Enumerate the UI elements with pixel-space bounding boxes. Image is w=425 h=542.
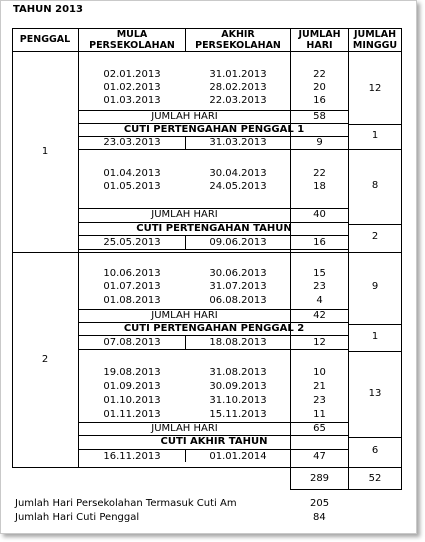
header-jumlah-minggu-line1: JUMLAH bbox=[353, 29, 397, 40]
cuti-minggu: 1 bbox=[371, 130, 379, 141]
hari-value: 4 bbox=[316, 295, 323, 306]
cuti-akhir: 01.01.2014 bbox=[209, 451, 267, 462]
mula-date: 01.02.2013 bbox=[103, 82, 161, 93]
akhir-date: 28.02.2013 bbox=[209, 82, 267, 93]
akhir-date: 30.06.2013 bbox=[209, 268, 267, 279]
cuti-minggu: 6 bbox=[371, 445, 379, 456]
header-mula-line1: MULA bbox=[116, 29, 148, 40]
cuti-akhir: 31.03.2013 bbox=[209, 137, 267, 148]
cuti-hari: 9 bbox=[316, 137, 323, 148]
minggu-value: 9 bbox=[371, 281, 379, 292]
hari-value: 15 bbox=[313, 268, 326, 279]
mula-date: 01.09.2013 bbox=[103, 381, 161, 392]
header-jumlah-hari-line1: JUMLAH bbox=[298, 29, 341, 40]
akhir-date: 31.07.2013 bbox=[209, 281, 267, 292]
hari-value: 21 bbox=[313, 381, 326, 392]
header-penggal: PENGGAL bbox=[19, 34, 71, 45]
akhir-date: 24.05.2013 bbox=[209, 181, 267, 192]
jumlah-hari-label: JUMLAH HARI bbox=[151, 111, 218, 122]
akhir-date: 31.08.2013 bbox=[209, 367, 267, 378]
header-akhir-line2: PERSEKOLAHAN bbox=[195, 40, 281, 51]
total-minggu: 52 bbox=[368, 473, 382, 484]
jumlah-hari-label: JUMLAH HARI bbox=[151, 423, 218, 434]
mula-date: 01.04.2013 bbox=[103, 168, 161, 179]
mula-date: 10.06.2013 bbox=[103, 268, 161, 279]
jumlah-hari-value: 42 bbox=[313, 310, 326, 321]
jumlah-hari-value: 65 bbox=[313, 423, 326, 434]
akhir-date: 30.09.2013 bbox=[209, 381, 267, 392]
akhir-date: 31.01.2013 bbox=[209, 69, 267, 80]
document-title: TAHUN 2013 bbox=[13, 4, 83, 15]
akhir-date: 15.11.2013 bbox=[209, 409, 267, 420]
footer-line2-label: Jumlah Hari Cuti Penggal bbox=[15, 512, 140, 523]
akhir-date: 30.04.2013 bbox=[209, 168, 267, 179]
cuti-hari: 16 bbox=[313, 237, 326, 248]
cuti-label: CUTI PERTENGAHAN PENGGAL 1 bbox=[123, 124, 305, 135]
footer-line2-value: 84 bbox=[313, 512, 326, 523]
cuti-minggu: 2 bbox=[371, 231, 379, 242]
hari-value: 22 bbox=[313, 168, 326, 179]
hari-value: 10 bbox=[313, 367, 326, 378]
minggu-value: 13 bbox=[368, 388, 382, 399]
cuti-label: CUTI PERTENGAHAN TAHUN bbox=[136, 223, 292, 234]
jumlah-hari-value: 58 bbox=[313, 111, 326, 122]
cuti-hari: 47 bbox=[313, 451, 326, 462]
minggu-value: 8 bbox=[371, 180, 379, 191]
hari-value: 23 bbox=[313, 281, 326, 292]
hari-value: 20 bbox=[313, 82, 326, 93]
mula-date: 01.10.2013 bbox=[103, 395, 161, 406]
header-jumlah-minggu-line2: MINGGU bbox=[352, 40, 398, 51]
mula-date: 02.01.2013 bbox=[103, 69, 161, 80]
minggu-value: 12 bbox=[368, 83, 382, 94]
hari-value: 16 bbox=[313, 95, 326, 106]
footer-line1-label: Jumlah Hari Persekolahan Termasuk Cuti Am bbox=[15, 498, 237, 509]
cuti-akhir: 18.08.2013 bbox=[209, 337, 267, 348]
jumlah-hari-label: JUMLAH HARI bbox=[151, 209, 218, 220]
akhir-date: 31.10.2013 bbox=[209, 395, 267, 406]
cuti-label: CUTI AKHIR TAHUN bbox=[160, 436, 268, 447]
mula-date: 01.05.2013 bbox=[103, 181, 161, 192]
mula-date: 01.07.2013 bbox=[103, 281, 161, 292]
cuti-mula: 16.11.2013 bbox=[103, 451, 161, 462]
mula-date: 01.03.2013 bbox=[103, 95, 161, 106]
mula-date: 01.11.2013 bbox=[103, 409, 161, 420]
cuti-minggu: 1 bbox=[371, 331, 379, 342]
cuti-hari: 12 bbox=[313, 337, 326, 348]
cuti-mula: 07.08.2013 bbox=[103, 337, 161, 348]
mula-date: 01.08.2013 bbox=[103, 295, 161, 306]
hari-value: 22 bbox=[313, 69, 326, 80]
hari-value: 23 bbox=[313, 395, 326, 406]
header-akhir-line1: AKHIR bbox=[221, 29, 255, 40]
header-mula-line2: PERSEKOLAHAN bbox=[89, 40, 175, 51]
jumlah-hari-value: 40 bbox=[313, 209, 326, 220]
hari-value: 11 bbox=[313, 409, 326, 420]
akhir-date: 06.08.2013 bbox=[209, 295, 267, 306]
jumlah-hari-label: JUMLAH HARI bbox=[151, 310, 218, 321]
cuti-label: CUTI PERTENGAHAN PENGGAL 2 bbox=[123, 323, 305, 334]
cuti-mula: 23.03.2013 bbox=[103, 137, 161, 148]
cuti-akhir: 09.06.2013 bbox=[209, 237, 267, 248]
hari-value: 18 bbox=[313, 181, 326, 192]
total-hari: 289 bbox=[309, 473, 330, 484]
mula-date: 19.08.2013 bbox=[103, 367, 161, 378]
header-jumlah-hari-line2: HARI bbox=[306, 40, 333, 51]
cuti-mula: 25.05.2013 bbox=[103, 237, 161, 248]
penggal-1-label: 1 bbox=[41, 146, 49, 157]
footer-line1-value: 205 bbox=[310, 498, 330, 509]
akhir-date: 22.03.2013 bbox=[209, 95, 267, 106]
penggal-2-label: 2 bbox=[41, 354, 49, 365]
